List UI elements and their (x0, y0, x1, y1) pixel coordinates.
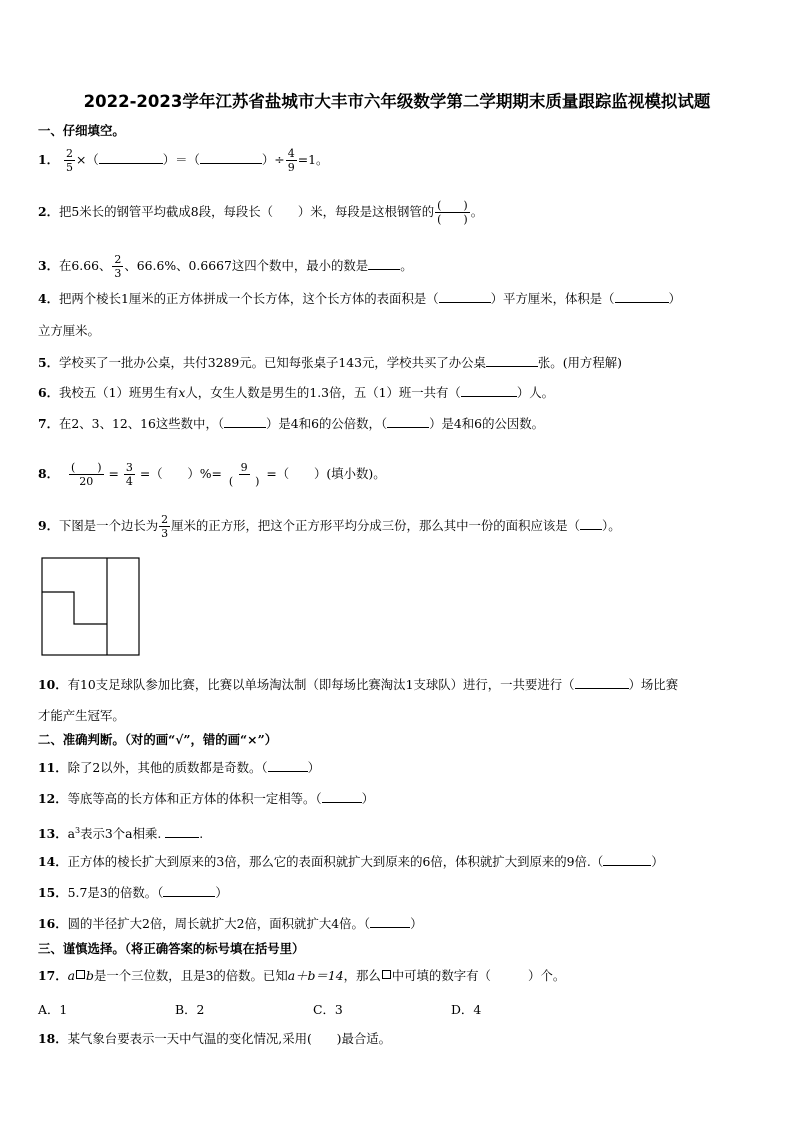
answer-blank[interactable] (268, 760, 308, 772)
answer-blank[interactable] (461, 385, 517, 397)
answer-blank[interactable] (603, 854, 651, 866)
answer-blank[interactable] (163, 885, 215, 897)
question-number: 17． (38, 968, 68, 983)
answer-blank[interactable] (575, 677, 629, 689)
answer-blank[interactable] (200, 152, 262, 164)
fraction: $\frac{4}{9}$ (287, 147, 295, 174)
question-16: 16．圆的半径扩大2倍，周长就扩大2倍，面积就扩大4倍。（ ） (38, 916, 423, 931)
answer-blank[interactable] (368, 258, 400, 270)
question-number: 13． (38, 826, 68, 842)
section-3-heading: 三、谨慎选择。（将正确答案的标号填在括号里） (38, 941, 305, 956)
question-number: 11． (38, 760, 68, 775)
question-number: 15． (38, 885, 68, 900)
answer-blank[interactable] (580, 518, 602, 530)
question-number: 10． (38, 677, 68, 692)
question-10-continued: 才能产生冠军。 (38, 708, 125, 723)
fraction: $\frac{( )}{20}$ (70, 461, 102, 488)
question-6: 6．我校五（1）班男生有x人，女生人数是男生的1.3倍，五（1）班一共有（ ）人。 (38, 385, 554, 400)
question-4-continued: 立方厘米。 (38, 323, 100, 338)
question-number: 9． (38, 518, 60, 533)
answer-blank[interactable] (99, 152, 163, 164)
question-10: 10．有10支足球队参加比赛，比赛以单场淘汰制（即每场比赛淘汰1支球队）进行，一共要进行（ ）场比赛 (38, 677, 679, 692)
question-number: 18． (38, 1031, 68, 1046)
question-number: 6． (38, 385, 60, 400)
section-2-heading: 二、准确判断。（对的画“√”，错的画“×”） (38, 732, 278, 747)
answer-blank[interactable] (370, 916, 410, 928)
fraction: $\frac{( )}{( )}$ (437, 199, 468, 226)
answer-blank[interactable] (486, 355, 538, 367)
question-12: 12．等底等高的长方体和正方体的体积一定相等。（ ） (38, 791, 375, 806)
answer-blank[interactable] (224, 416, 266, 428)
question-number: 14． (38, 854, 68, 869)
question-number: 3． (38, 258, 60, 273)
choice-a[interactable]: A．1 (38, 1002, 68, 1017)
question-number: 4． (38, 291, 60, 306)
question-number: 5． (38, 355, 60, 370)
answer-blank[interactable] (322, 791, 362, 803)
fraction: $\frac{2}{3}$ (161, 513, 169, 540)
divider-step (42, 592, 107, 624)
choice-d[interactable]: D．4 (451, 1002, 482, 1017)
blank-square-icon (76, 970, 85, 979)
answer-blank[interactable] (439, 291, 491, 303)
fraction: $\frac{2}{3}$ (114, 253, 122, 280)
question-15: 15．5.7是3的倍数。（ ） (38, 885, 228, 900)
question-14: 14．正方体的棱长扩大到原来的3倍，那么它的表面积就扩大到原来的6倍，体积就扩大到原来的9倍.（ ） (38, 854, 664, 869)
question-8: 8． $\frac{( )}{20}$ = $\frac{3}{4}$ =（ ）%= $\frac{9}{( )}$ =（ ）(填小数)。 (38, 461, 386, 488)
square-division-figure (41, 557, 141, 657)
question-1: 1． $\frac{2}{5}$ ×（ ）＝（ ）÷ $\frac{4}{9}$ =1。 (38, 147, 329, 174)
answer-blank[interactable] (165, 826, 199, 838)
fraction: $\frac{2}{5}$ (65, 147, 73, 174)
question-number: 2． (38, 204, 60, 219)
question-number: 16． (38, 916, 68, 931)
page-title: 2022-2023学年江苏省盐城市大丰市六年级数学第二学期期末质量跟踪监视模拟试题 (83, 92, 711, 111)
question-17: 17．a b是一个三位数，且是3的倍数。已知a＋b＝14，那么 中可填的数字有（ ）个。 (38, 968, 566, 983)
answer-blank[interactable] (387, 416, 429, 428)
question-number: 12． (38, 791, 68, 806)
question-7: 7．在2、3、12、16这些数中，（ ）是4和6的公倍数，（ ）是4和6的公因数。 (38, 416, 545, 431)
question-number: 8． (38, 466, 60, 481)
question-number: 1． (38, 152, 60, 167)
outer-square (42, 558, 139, 655)
answer-blank[interactable] (615, 291, 669, 303)
question-4: 4．把两个棱长1厘米的正方体拼成一个长方体，这个长方体的表面积是（ ）平方厘米，体积是（ ） (38, 291, 681, 306)
choice-c[interactable]: C．3 (313, 1002, 343, 1017)
choice-b[interactable]: B．2 (175, 1002, 205, 1017)
fraction: $\frac{3}{4}$ (125, 461, 133, 488)
question-5: 5．学校买了一批办公桌，共付3289元。已知每张桌子143元，学校共买了办公桌 张。(用方程解) (38, 355, 622, 370)
fraction: $\frac{9}{( )}$ (228, 461, 260, 488)
question-18: 18．某气象台要表示一天中气温的变化情况,采用( )最合适。 (38, 1031, 392, 1046)
question-number: 7． (38, 416, 60, 431)
question-2: 2．把5米长的钢管平均截成8段，每段长（ ）米，每段是这根钢管的 $\frac{( )}{( )}$ 。 (38, 199, 484, 226)
question-9: 9．下图是一个边长为 $\frac{2}{3}$ 厘米的正方形，把这个正方形平均分成三份，那么其中一份的面积应该是（ ）。 (38, 513, 621, 540)
question-13: 13．$a^3$表示3个a相乘. . (38, 826, 204, 842)
blank-square-icon (382, 970, 391, 979)
section-1-heading: 一、仔细填空。 (38, 123, 125, 138)
question-11: 11．除了2以外，其他的质数都是奇数。（ ） (38, 760, 320, 775)
question-3: 3．在6.66、 $\frac{2}{3}$ 、66.6%、0.6667这四个数中，最小的数是 。 (38, 253, 413, 280)
